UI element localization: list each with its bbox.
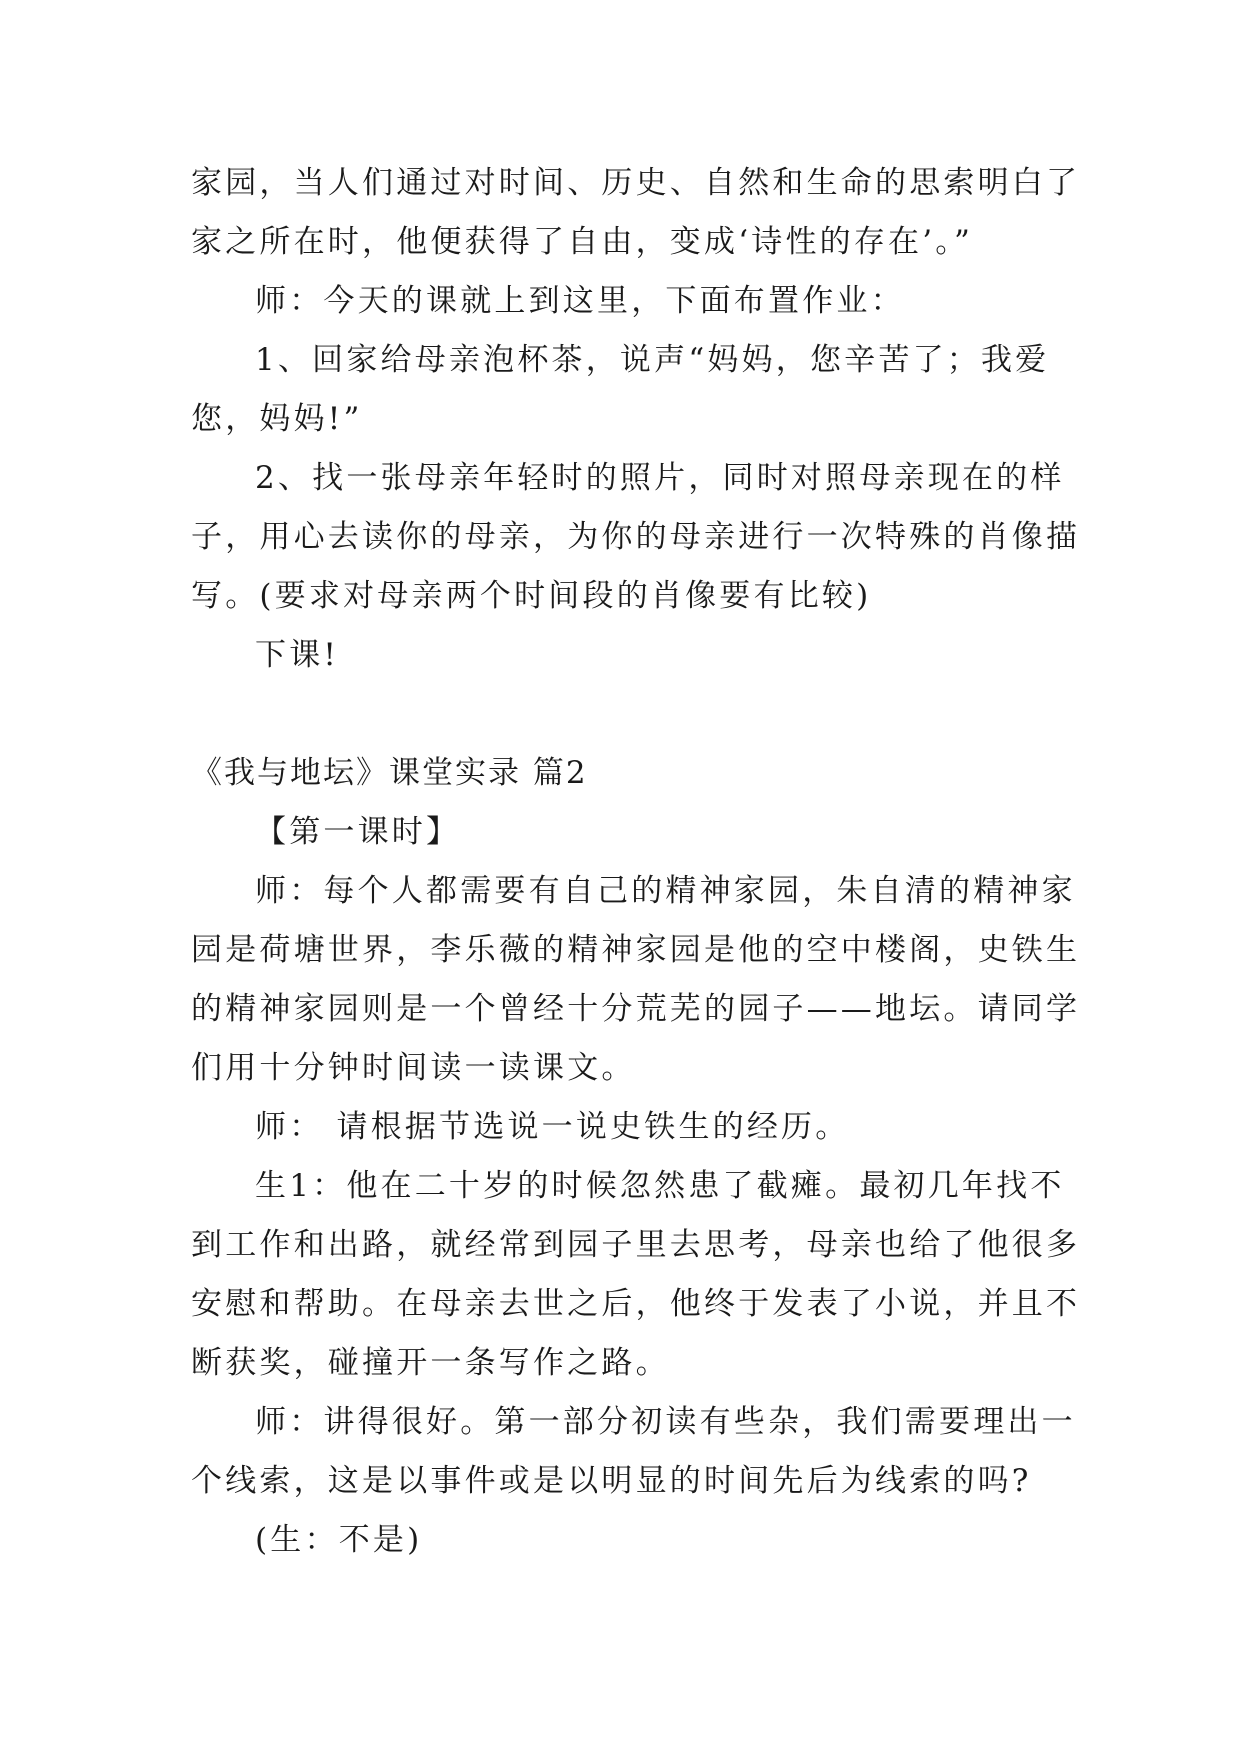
section-heading: 《我与地坛》课堂实录 篇2 bbox=[191, 755, 588, 791]
text-line: 子，用心去读你的母亲，为你的母亲进行一次特殊的肖像描 bbox=[191, 519, 1081, 555]
text-line: 师： 请根据节选说一说史铁生的经历。 bbox=[255, 1109, 850, 1145]
text-line: 写。(要求对母亲两个时间段的肖像要有比较) bbox=[191, 578, 872, 614]
text-line: 家之所在时，他便获得了自由，变成‘诗性的存在’。” bbox=[191, 224, 974, 260]
text-line: 断获奖，碰撞开一条写作之路。 bbox=[191, 1345, 670, 1381]
text-line: 园是荷塘世界，李乐薇的精神家园是他的空中楼阁，史铁生 bbox=[191, 932, 1081, 968]
text-line: 下课! bbox=[255, 637, 340, 673]
text-line: 生1：他在二十岁的时候忽然患了截瘫。最初几年找不 bbox=[255, 1168, 1065, 1204]
text-line: 个线索，这是以事件或是以明显的时间先后为线索的吗? bbox=[191, 1463, 1032, 1499]
text-line: 家园，当人们通过对时间、历史、自然和生命的思索明白了 bbox=[191, 165, 1081, 201]
text-line: 师：今天的课就上到这里，下面布置作业： bbox=[255, 283, 905, 319]
text-line: 到工作和出路，就经常到园子里去思考，母亲也给了他很多 bbox=[191, 1227, 1081, 1263]
text-line: 2、找一张母亲年轻时的照片，同时对照母亲现在的样 bbox=[255, 460, 1065, 496]
subsection-heading: 【第一课时】 bbox=[255, 814, 461, 850]
text-line: 您，妈妈!” bbox=[191, 401, 363, 437]
text-line: 们用十分钟时间读一读课文。 bbox=[191, 1050, 636, 1086]
text-line: 师：每个人都需要有自己的精神家园，朱自清的精神家 bbox=[255, 873, 1076, 909]
text-line: 安慰和帮助。在母亲去世之后，他终于发表了小说，并且不 bbox=[191, 1286, 1081, 1322]
text-line: 的精神家园则是一个曾经十分荒芜的园子——地坛。请同学 bbox=[191, 991, 1081, 1027]
text-line: 1、回家给母亲泡杯茶，说声“妈妈，您辛苦了；我爱 bbox=[255, 342, 1050, 378]
text-line: (生：不是) bbox=[255, 1522, 423, 1558]
text-line: 师：讲得很好。第一部分初读有些杂，我们需要理出一 bbox=[255, 1404, 1076, 1440]
